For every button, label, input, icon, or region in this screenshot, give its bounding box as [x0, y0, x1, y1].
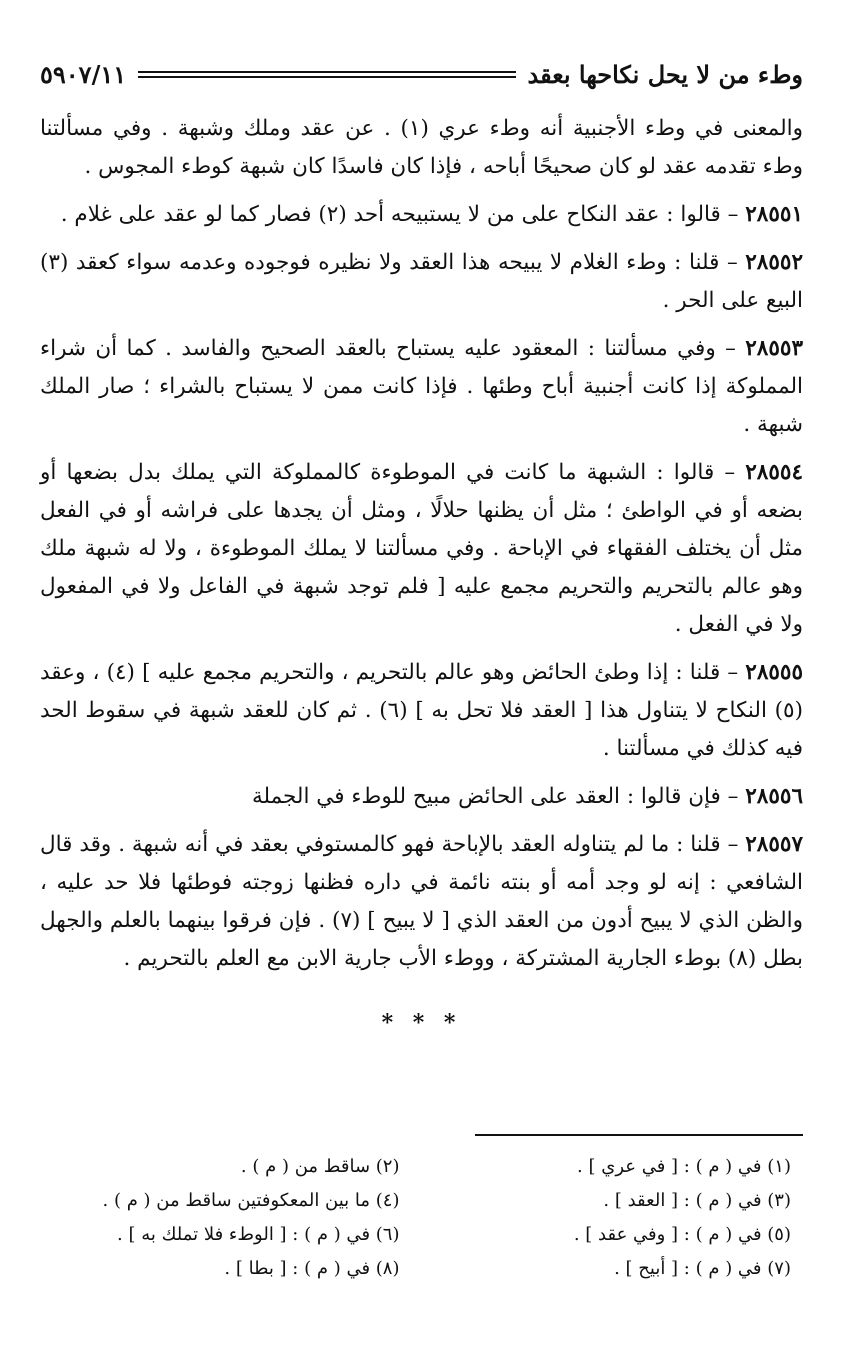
paragraph-text: – قلنا : إذا وطئ الحائض وهو عالم بالتحريم ، والتحريم مجمع عليه ] (٤) ، وعقد (٥) النكاح لا يتناول هذا [ العقد فلا تحل به ] (٦) . ثم كان للعقد شبهة في سقوط الحد فيه كذلك في مسألتنا . [40, 660, 803, 761]
footnote: (٣) في ( م ) : [ العقد ] . [603, 1190, 791, 1211]
paragraph-text: – قالوا : الشبهة ما كانت في الموطوءة كالمملوكة التي يملك بدل بضعها أو بضعه أو في الواطئ ؛ مثل أن يظنها حلالًا ، ومثل أن يجدها على فراشه أو في الفعل مثل أن يختلف الفقهاء في الإباحة . وفي مسألتنا لا يملك الموطوءة ، ولا له شبهة ملك وهو عالم بالتحريم والتحريم مجمع عليه [ فلم توجد شبهة في الفاعل ولا في المفعول ولا في الفعل . [40, 460, 803, 637]
paragraph-text: – قالوا : عقد النكاح على من لا يستبيحه أحد (٢) فصار كما لو عقد على غلام . [60, 202, 746, 227]
footnote-rule [475, 1134, 803, 1136]
footnote: (٨) في ( م ) : [ بطا ] . [224, 1258, 400, 1279]
paragraph-number: ٢٨٥٥٥ [745, 660, 804, 685]
header-rule [138, 71, 515, 78]
paragraph-number: ٢٨٥٥٤ [745, 460, 803, 485]
section-separator: * * * [381, 1010, 462, 1036]
footnote: (٢) ساقط من ( م ) . [240, 1156, 400, 1177]
running-title: وطء من لا يحل نكاحها بعقد [527, 59, 803, 89]
paragraph [40, 244, 803, 320]
paragraph-number: ٢٨٥٥٦ [745, 784, 803, 809]
paragraph [40, 778, 803, 816]
paragraph [40, 826, 803, 978]
main-text [40, 110, 803, 1042]
paragraph [40, 196, 803, 234]
page-reference: ٥٩٠٧/١١ [40, 59, 127, 89]
footnote: (١) في ( م ) : [ في عري ] . [577, 1156, 791, 1177]
paragraph-text: – قلنا : وطء الغلام لا يبيحه هذا العقد ولا نظيره فوجوده وعدمه سواء كعقد (٣) البيع على الحر . [40, 250, 803, 313]
paragraph-text: – وفي مسألتنا : المعقود عليه يستباح بالعقد الصحيح والفاسد . كما أن شراء المملوكة إذا كانت أجنبية أباح وطئها . فإذا كانت ممن لا يستباح بالشراء ؛ صار الملك شبهة . [40, 336, 803, 437]
footnote: (٧) في ( م ) : [ أبيح ] . [614, 1258, 791, 1279]
paragraph-text: والمعنى في وطء الأجنبية أنه وطء عري (١) . عن عقد وملك وشبهة . وفي مسألتنا وطء تقدمه عقد لو كان صحيحًا أباحه ، فإذا كان فاسدًا كان شبهة كوطء المجوس . [40, 116, 804, 179]
paragraph-text: – قلنا : ما لم يتناوله العقد بالإباحة فهو كالمستوفي بعقد في أنه شبهة . وقد قال الشافعي : إنه لو وجد أمه أو بنته نائمة في داره فظنها زوجته فوطئها فلا حد عليه ، والظن الذي لا يبيح أدون من العقد الذي [ لا يبيح ] (٧) . فإن فرقوا بينهما بالعلم والجهل بطل (٨) بوطء الجارية المشتركة ، ووطء الأب جارية الابن مع العلم بالتحريم . [40, 832, 803, 971]
paragraph-number: ٢٨٥٥٢ [745, 250, 803, 275]
paragraph [40, 454, 803, 644]
paragraph [40, 110, 803, 186]
footnotes [40, 1150, 803, 1286]
paragraph-number: ٢٨٥٥١ [745, 202, 803, 227]
paragraph-number: ٢٨٥٥٧ [745, 832, 803, 857]
footnote: (٦) في ( م ) : [ الوطء فلا تملك به ] . [117, 1224, 400, 1245]
page-content [40, 52, 803, 1042]
running-header [40, 52, 803, 96]
paragraph-text: – فإن قالوا : العقد على الحائض مبيح للوطء في الجملة [251, 784, 746, 809]
footnote: (٥) في ( م ) : [ وفي عقد ] . [573, 1224, 791, 1245]
paragraph [40, 330, 803, 444]
footnote: (٤) ما بين المعكوفتين ساقط من ( م ) . [102, 1190, 400, 1211]
paragraph-number: ٢٨٥٥٣ [745, 336, 803, 361]
paragraph [40, 654, 803, 768]
